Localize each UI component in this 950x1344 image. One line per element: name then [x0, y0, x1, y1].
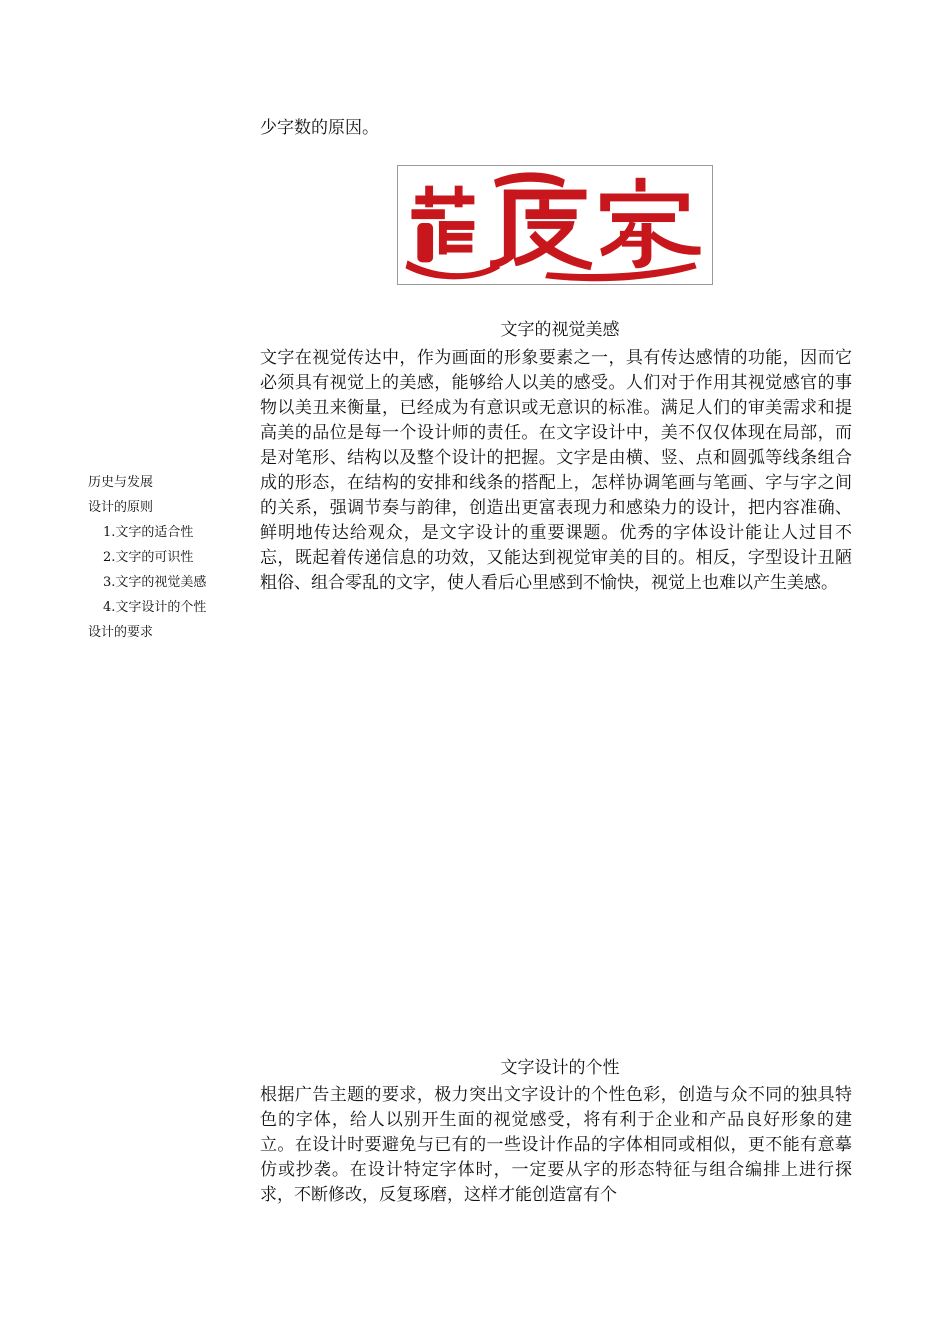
- toc-item-legibility[interactable]: 2.文字的可识性: [103, 550, 194, 565]
- logo-image: [397, 165, 713, 285]
- toc-item-history[interactable]: 历史与发展: [88, 475, 154, 490]
- logo-artwork: [398, 166, 712, 284]
- table-of-contents: [88, 470, 248, 645]
- toc-item-visual-beauty[interactable]: 3.文字的视觉美感: [103, 575, 207, 590]
- section-heading-visual-beauty: 文字的视觉美感: [500, 320, 620, 340]
- section-body-personality: 根据广告主题的要求，极力突出文字设计的个性色彩，创造与众不同的独具特色的字体，给人以别开生面的视觉感受，将有利于企业和产品良好形象的建立。在设计时要避免与已有的一些设计作品的字体相同或相似，更不能有意摹仿或抄袭。在设计特定字体时，一定要从字的形态特征与组合编排上进行探求，不断修改，反复琢磨，这样才能创造富有个: [260, 1085, 852, 1205]
- section-body-visual-beauty: 文字在视觉传达中，作为画面的形象要素之一，具有传达感情的功能，因而它必须具有视觉上的美感，能够给人以美的感受。人们对于作用其视觉感官的事物以美丑来衡量，已经成为有意识或无意识的标准。满足人们的审美需求和提高美的品位是每一个设计师的责任。在文字设计中，美不仅仅体现在局部，而是对笔形、结构以及整个设计的把握。文字是由横、竖、点和圆弧等线条组合成的形态，在结构的安排和线条的搭配上，怎样协调笔画与笔画、字与字之间的关系，强调节奏与韵律，创造出更富表现力和感染力的设计，把内容准确、鲜明地传达给观众，是文字设计的重要课题。优秀的字体设计能让人过目不忘，既起着传递信息的功效，又能达到视觉审美的目的。相反，字型设计丑陋粗俗、组合零乱的文字，使人看后心里感到不愉快，视觉上也难以产生美感。: [260, 348, 852, 593]
- section-heading-personality: 文字设计的个性: [500, 1058, 620, 1078]
- toc-item-suitability[interactable]: 1.文字的适合性: [103, 525, 194, 540]
- toc-item-design-principles[interactable]: 设计的原则: [88, 500, 154, 515]
- lead-text: 少字数的原因。: [260, 118, 379, 138]
- toc-item-personality[interactable]: 4.文字设计的个性: [103, 600, 207, 615]
- toc-item-requirements[interactable]: 设计的要求: [88, 625, 154, 640]
